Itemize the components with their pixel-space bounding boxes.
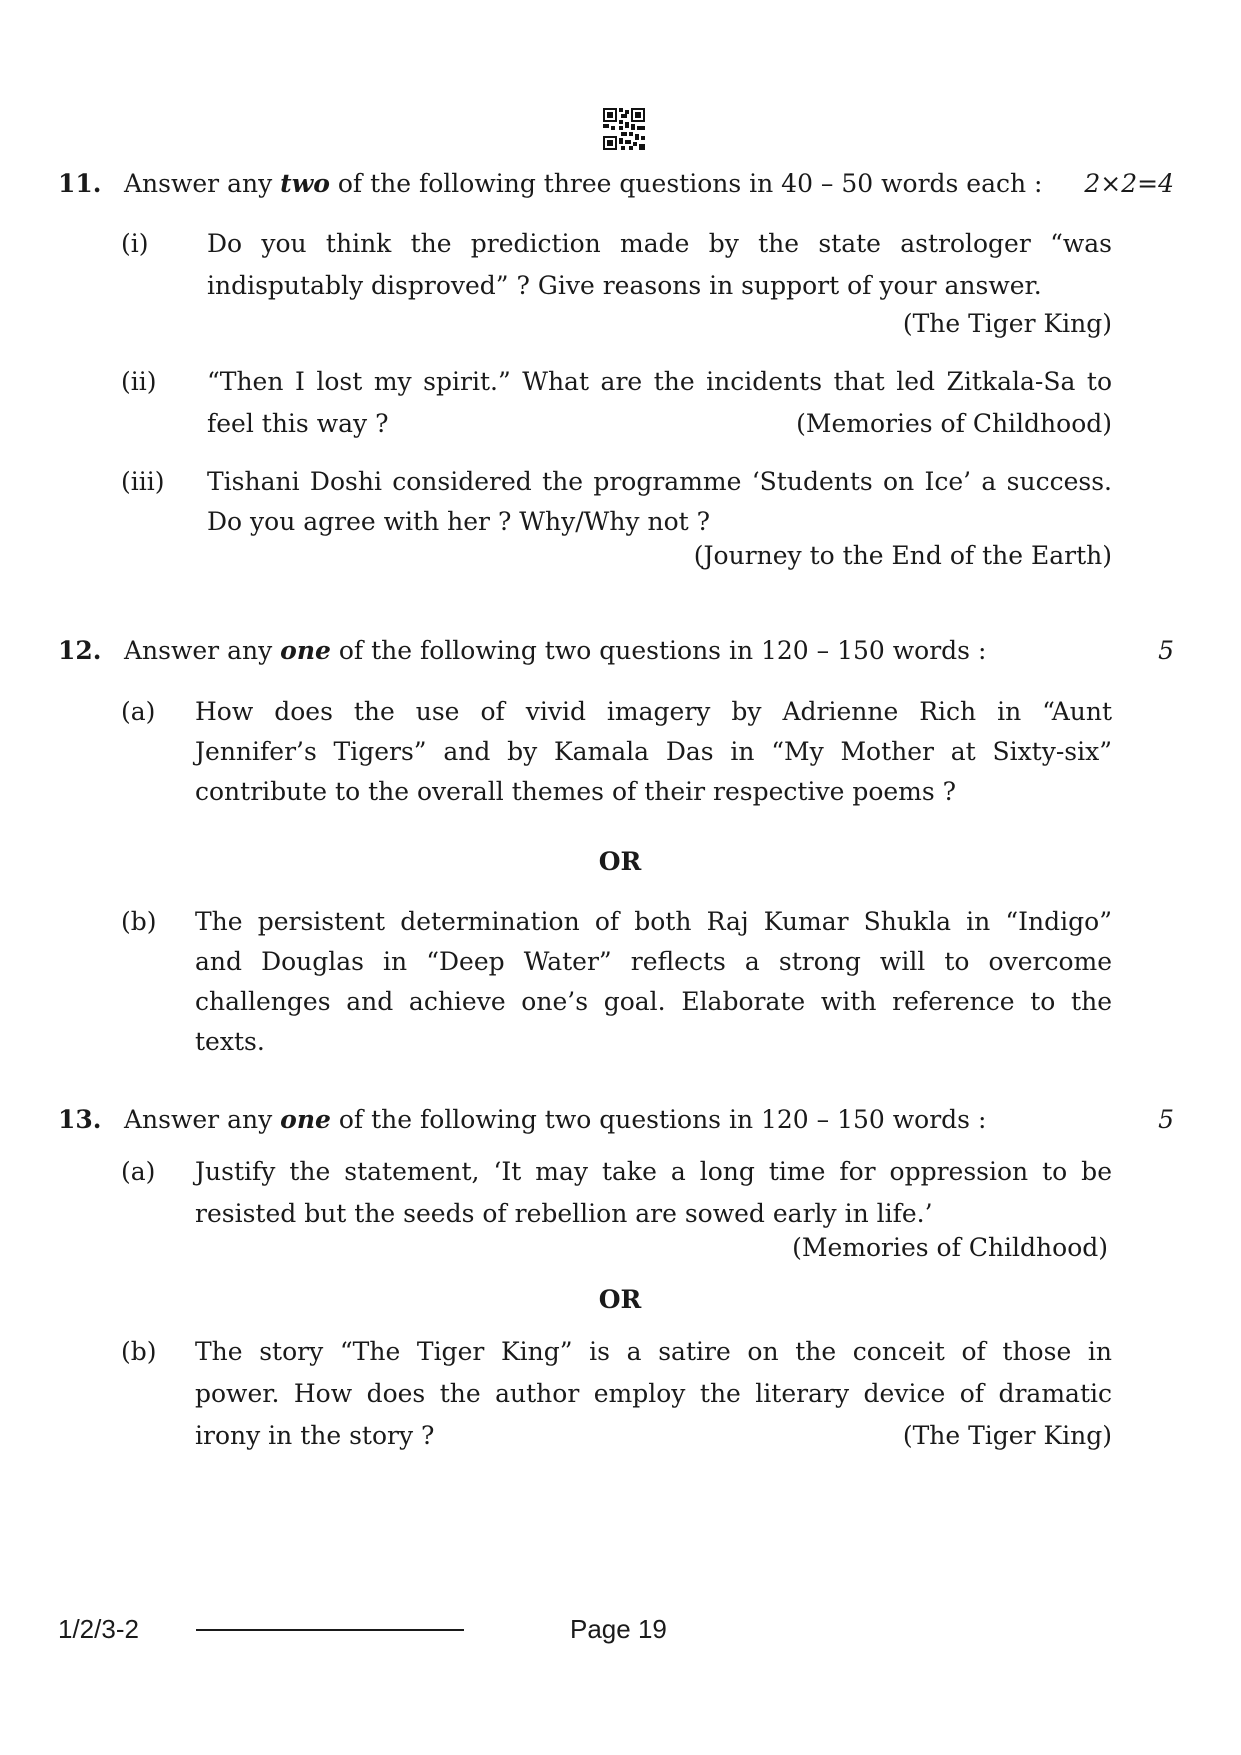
q13-or-divider: OR	[598, 1285, 642, 1314]
footer-rule	[196, 1629, 464, 1631]
q13-option-b-line3: irony in the story ?	[195, 1421, 435, 1450]
q11-item-iii-line2: Do you agree with her ? Why/Why not ?	[207, 507, 711, 536]
q12-option-a-line3: contribute to the overall themes of their respective poems ?	[195, 777, 957, 806]
q13-option-b-source: (The Tiger King)	[902, 1421, 1112, 1450]
q13-option-b-line1: The story “The Tiger King” is a satire on the conceit of those in	[195, 1337, 1112, 1366]
q12-option-a-line2: Jennifer’s Tigers” and by Kamala Das in “My Mother at Sixty-six”	[195, 737, 1112, 766]
q13-option-a-label: (a)	[121, 1157, 156, 1186]
question-12-marks: 5	[1158, 636, 1174, 665]
q11-item-i-line1: Do you think the prediction made by the state astrologer “was	[207, 229, 1112, 258]
q13-option-a-line1: Justify the statement, ‘It may take a long time for oppression to be	[195, 1157, 1112, 1186]
q12-option-b-line4: texts.	[195, 1027, 265, 1056]
question-13-marks: 5	[1158, 1105, 1174, 1134]
q12-option-b-label: (b)	[121, 907, 157, 936]
q12-or-divider: OR	[598, 847, 642, 876]
footer-paper-code: 1/2/3-2	[58, 1614, 139, 1644]
q12-option-b-line2: and Douglas in “Deep Water” reflects a strong will to overcome	[195, 947, 1112, 976]
q13-option-b-label: (b)	[121, 1337, 157, 1366]
q11-item-i-line2: indisputably disproved” ? Give reasons in support of your answer.	[207, 271, 1042, 300]
question-11-instruction: Answer any two of the following three questions in 40 – 50 words each :	[124, 169, 1043, 198]
q13-option-a-line2: resisted but the seeds of rebellion are sowed early in life.’	[195, 1199, 933, 1228]
question-11-number: 11.	[58, 169, 102, 198]
question-11-marks: 2×2=4	[1084, 169, 1174, 198]
q11-item-ii-label: (ii)	[121, 367, 157, 396]
q12-option-b-line1: The persistent determination of both Raj Kumar Shukla in “Indigo”	[195, 907, 1112, 936]
q12-option-a-line1: How does the use of vivid imagery by Adrienne Rich in “Aunt	[195, 697, 1112, 726]
q11-item-i-source: (The Tiger King)	[902, 309, 1112, 338]
q11-item-ii-source: (Memories of Childhood)	[796, 409, 1112, 438]
question-13-instruction: Answer any one of the following two questions in 120 – 150 words :	[124, 1105, 987, 1134]
q12-option-b-line3: challenges and achieve one’s goal. Elaborate with reference to the	[195, 987, 1112, 1016]
question-12-number: 12.	[58, 636, 102, 665]
qr-code	[603, 107, 645, 151]
question-13-number: 13.	[58, 1105, 102, 1134]
q11-item-ii-line2: feel this way ?	[207, 409, 389, 438]
q11-item-i-label: (i)	[121, 229, 149, 258]
q11-item-iii-source: (Journey to the End of the Earth)	[693, 541, 1112, 570]
footer-page-number: Page 19	[570, 1614, 667, 1644]
q11-item-iii-label: (iii)	[121, 467, 165, 496]
q13-option-a-source: (Memories of Childhood)	[792, 1233, 1108, 1262]
q11-item-ii-line1: “Then I lost my spirit.” What are the incidents that led Zitkala-Sa to	[207, 367, 1112, 396]
q13-option-b-line2: power. How does the author employ the literary device of dramatic	[195, 1379, 1112, 1408]
q12-option-a-label: (a)	[121, 697, 156, 726]
question-12-instruction: Answer any one of the following two questions in 120 – 150 words :	[124, 636, 987, 665]
q11-item-iii-line1: Tishani Doshi considered the programme ‘Students on Ice’ a success.	[207, 467, 1112, 496]
